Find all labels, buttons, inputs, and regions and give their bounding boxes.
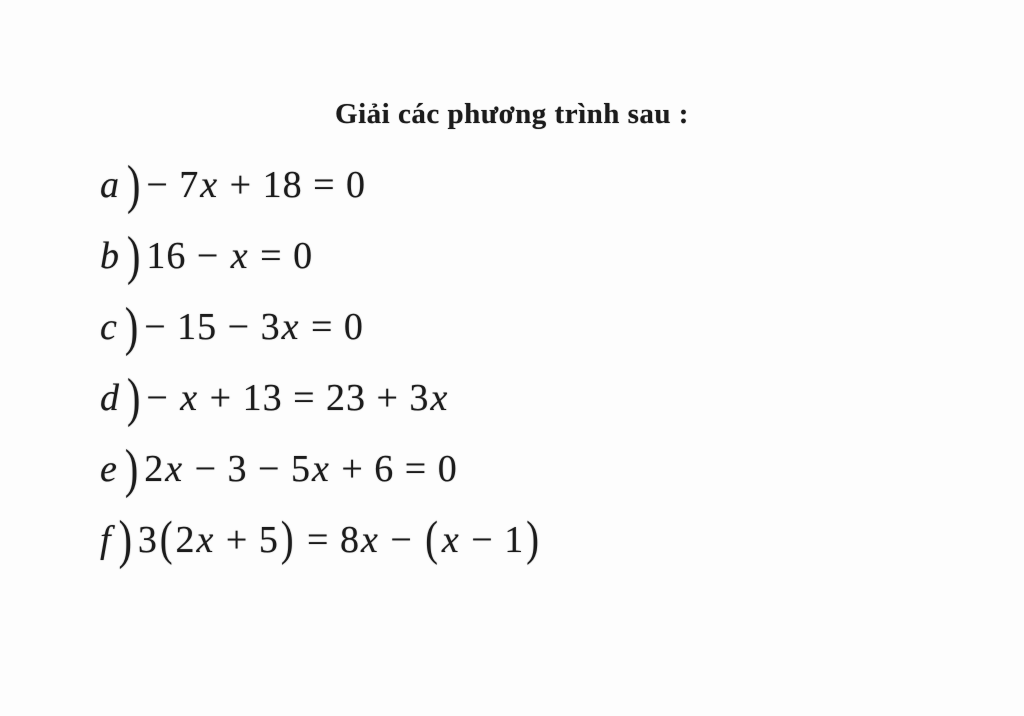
problem-label: e	[100, 448, 118, 491]
problem-equation: 2x − 3 − 5x + 6 = 0	[144, 448, 458, 491]
problem-label: f	[100, 519, 112, 562]
problem-row	[100, 221, 1024, 292]
problem-equation: − 15 − 3x = 0	[144, 306, 364, 349]
problem-label: a	[100, 164, 120, 207]
problem-row	[100, 505, 1024, 576]
problem-label: c	[100, 306, 118, 349]
problem-equation: 16 − x = 0	[146, 235, 314, 278]
problem-label-paren: )	[127, 153, 142, 215]
problem-row	[100, 434, 1024, 505]
problem-row	[100, 150, 1024, 221]
problem-label-paren: )	[127, 224, 142, 286]
problem-row	[100, 363, 1024, 434]
problem-label-paren: )	[127, 366, 142, 428]
problem-label: d	[100, 377, 120, 420]
problem-label-paren: )	[118, 508, 133, 570]
problem-label-paren: )	[124, 437, 140, 499]
problem-equation: − x + 13 = 23 + 3x	[146, 377, 449, 420]
problem-equation: − 7x + 18 = 0	[146, 164, 367, 207]
problem-equation: 3(2x + 5) = 8x − (x − 1)	[137, 512, 540, 567]
problem-label: b	[100, 235, 120, 278]
problem-list	[0, 150, 1024, 576]
page-title: Giải các phương trình sau :	[335, 98, 689, 130]
problem-row	[100, 292, 1024, 363]
problem-label-paren: )	[124, 295, 140, 357]
